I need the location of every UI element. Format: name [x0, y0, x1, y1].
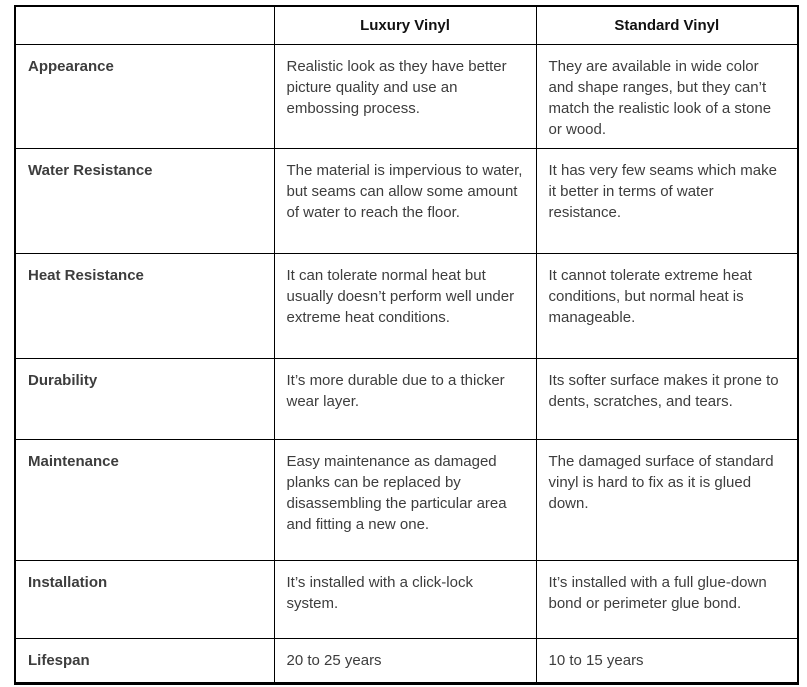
feature-label: Water Resistance: [15, 148, 274, 253]
luxury-vinyl-cell: It’s more durable due to a thicker wear layer.: [274, 358, 536, 439]
luxury-vinyl-cell: It can tolerate normal heat but usually doesn’t perform well under extreme heat conditions.: [274, 253, 536, 358]
feature-label: Durability: [15, 358, 274, 439]
luxury-vinyl-cell: 20 to 25 years: [274, 638, 536, 683]
feature-label: Maintenance: [15, 439, 274, 560]
table-row-heat-resistance: [15, 253, 798, 358]
table-header-row: [15, 6, 798, 44]
feature-label: Installation: [15, 560, 274, 638]
standard-vinyl-cell: They are available in wide color and shape ranges, but they can’t match the realistic look of a stone or wood.: [536, 44, 798, 148]
feature-label: Appearance: [15, 44, 274, 148]
standard-vinyl-cell: Its softer surface makes it prone to dents, scratches, and tears.: [536, 358, 798, 439]
standard-vinyl-cell: 10 to 15 years: [536, 638, 798, 683]
header-empty-cell: [15, 6, 274, 44]
standard-vinyl-cell: The damaged surface of standard vinyl is hard to fix as it is glued down.: [536, 439, 798, 560]
luxury-vinyl-cell: Realistic look as they have better picture quality and use an embossing process.: [274, 44, 536, 148]
table-row-installation: [15, 560, 798, 638]
table-row-appearance: [15, 44, 798, 148]
table-row-water-resistance: [15, 148, 798, 253]
feature-label: Heat Resistance: [15, 253, 274, 358]
vinyl-comparison-table: [14, 5, 799, 685]
standard-vinyl-cell: It has very few seams which make it better in terms of water resistance.: [536, 148, 798, 253]
standard-vinyl-cell: It cannot tolerate extreme heat conditions, but normal heat is manageable.: [536, 253, 798, 358]
header-standard-vinyl: Standard Vinyl: [536, 6, 798, 44]
feature-label: Lifespan: [15, 638, 274, 683]
luxury-vinyl-cell: The material is impervious to water, but seams can allow some amount of water to reach the floor.: [274, 148, 536, 253]
luxury-vinyl-cell: It’s installed with a click-lock system.: [274, 560, 536, 638]
table-row-lifespan: [15, 638, 798, 683]
luxury-vinyl-cell: Easy maintenance as damaged planks can be replaced by disassembling the particular area and fitting a new one.: [274, 439, 536, 560]
table-row-durability: [15, 358, 798, 439]
header-luxury-vinyl: Luxury Vinyl: [274, 6, 536, 44]
table-row-maintenance: [15, 439, 798, 560]
standard-vinyl-cell: It’s installed with a full glue-down bond or perimeter glue bond.: [536, 560, 798, 638]
